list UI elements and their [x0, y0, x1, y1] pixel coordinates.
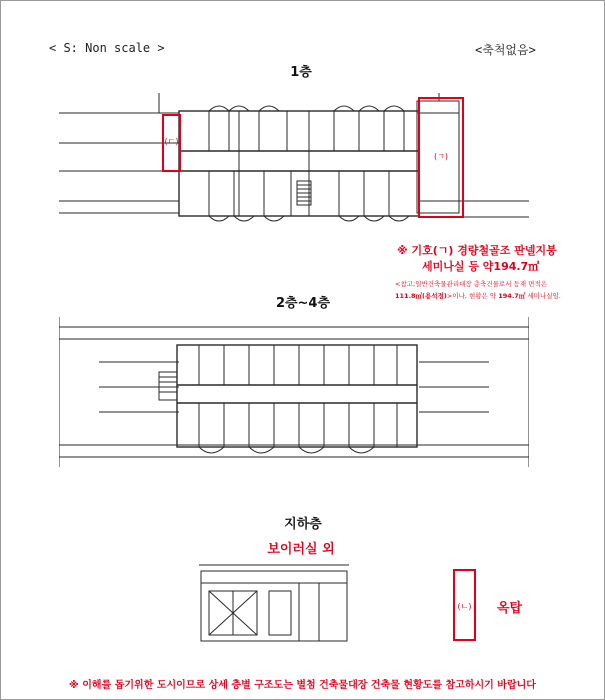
note-small-line2	[395, 291, 561, 301]
marker-label-da: (ㄷ)	[164, 137, 179, 146]
note-small-line1: <참고;일반건축물관리대장 층축건물로서 등재 면적은	[395, 280, 547, 288]
marker-label-ga: (ㄱ)	[434, 152, 448, 161]
note-area-actual: 194.7㎡	[498, 292, 526, 300]
note-small-connector: >이나, 현황은 약	[446, 292, 497, 300]
note-main-line1: ※ 기호(ㄱ) 경량철골조 판넬지붕	[397, 244, 557, 257]
note-small-tail: 세미나실임.	[527, 292, 561, 300]
marker-label-na: (ㄴ)	[457, 602, 472, 611]
marker-box-da	[162, 114, 181, 172]
note-area-registered: 111.8㎡(용석정)	[395, 292, 447, 300]
floor-plan-basement	[199, 561, 349, 643]
floor-title-2f-4f: 2층~4층	[275, 296, 331, 311]
marker-box-ga	[418, 97, 464, 218]
footer-note: ※ 이해를 돕기위한 도시이므로 상세 층별 구조도는 별첨 건축물대장 건축물 현황도를 참고하시기 바랍니다	[69, 680, 536, 691]
floor-plan-2f-4f	[59, 317, 529, 467]
marker-box-na	[453, 569, 476, 641]
floor-title-1f: 1층	[290, 65, 312, 80]
scale-note-left: < S: Non scale >	[49, 41, 165, 55]
rooftop-label: 옥탑	[497, 601, 523, 616]
note-main-line2: 세미나실 등 약194.7㎡	[422, 260, 540, 273]
floor-title-basement: 지하층	[284, 517, 322, 532]
scale-note-right: <축척없음>	[475, 43, 536, 57]
basement-subtitle: 보이러실 외	[267, 542, 335, 557]
